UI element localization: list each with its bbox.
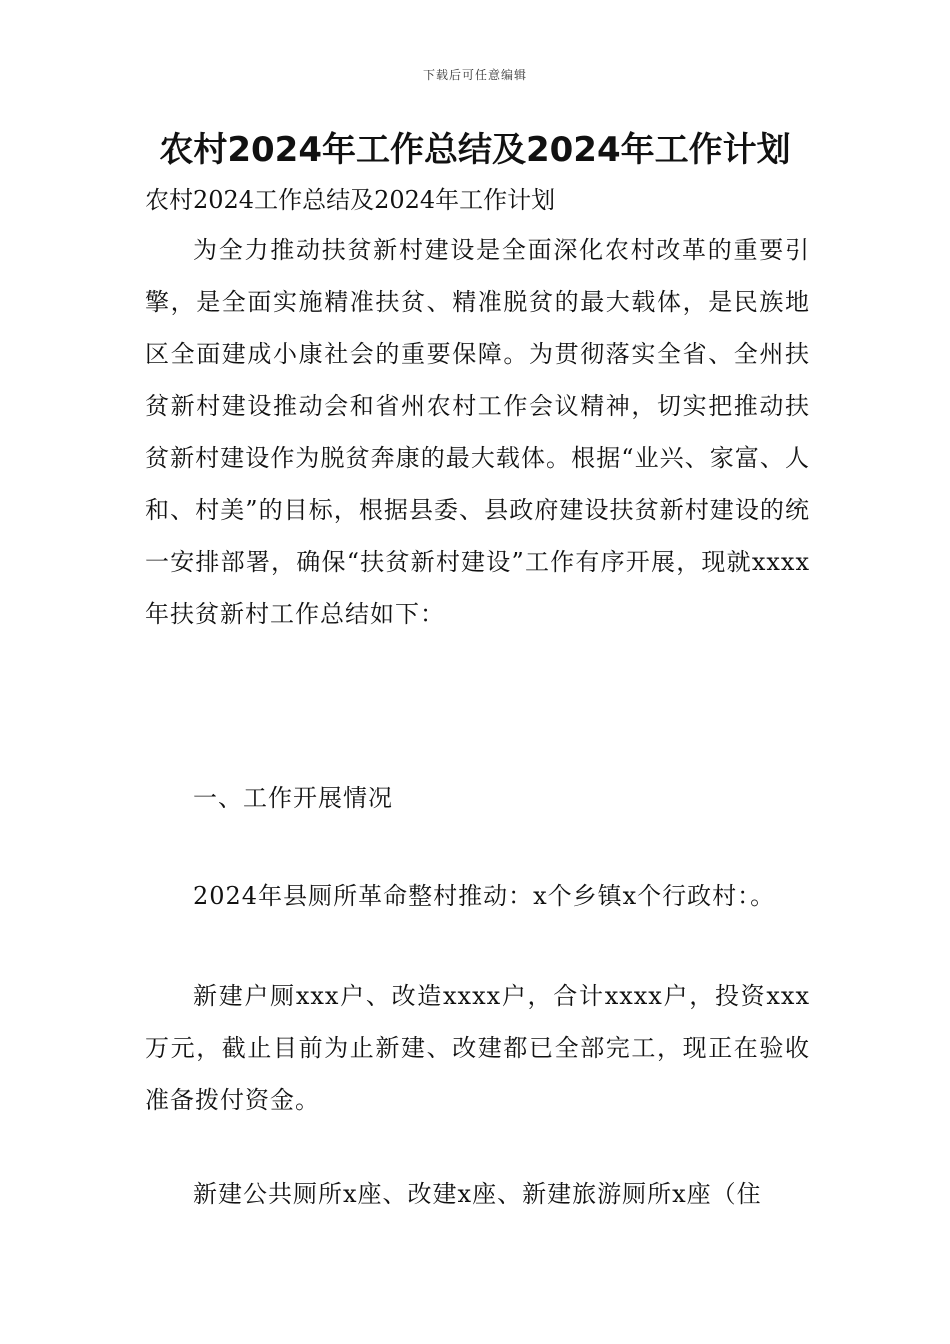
section-heading: 一、工作开展情况 — [193, 784, 393, 812]
intro-paragraph: 为全力推动扶贫新村建设是全面深化农村改革的重要引擎，是全面实施精准扶贫、精准脱贫的最大载体，是民族地区全面建成小康社会的重要保障。为贯彻落实全省、全州扶贫新村建设推动会和省州农村工作会议精神，切实把推动扶贫新村建设作为脱贫奔康的最大载体。根据“业兴、家富、人和、村美”的目标，根据县委、县政府建设扶贫新村建设的统一安排部署，确保“扶贫新村建设”工作有序开展，现就xxxx年扶贫新村工作总结如下： — [145, 236, 810, 628]
body-paragraph: 新建户厕xxx户、改造xxxx户，合计xxxx户，投资xxx万元，截止目前为止新建、改建都已全部完工，现正在验收准备拨付资金。 — [145, 982, 810, 1114]
body-paragraph: 新建公共厕所x座、改建x座、新建旅游厕所x座（住 — [193, 1180, 762, 1208]
body-paragraph: 2024年县厕所革命整村推动：x个乡镇x个行政村：。 — [193, 882, 776, 910]
document-subtitle: 农村2024工作总结及2024年工作计划 — [145, 186, 556, 214]
header-note: 下载后可任意编辑 — [422, 68, 527, 82]
document-title: 农村2024年工作总结及2024年工作计划 — [159, 130, 791, 170]
